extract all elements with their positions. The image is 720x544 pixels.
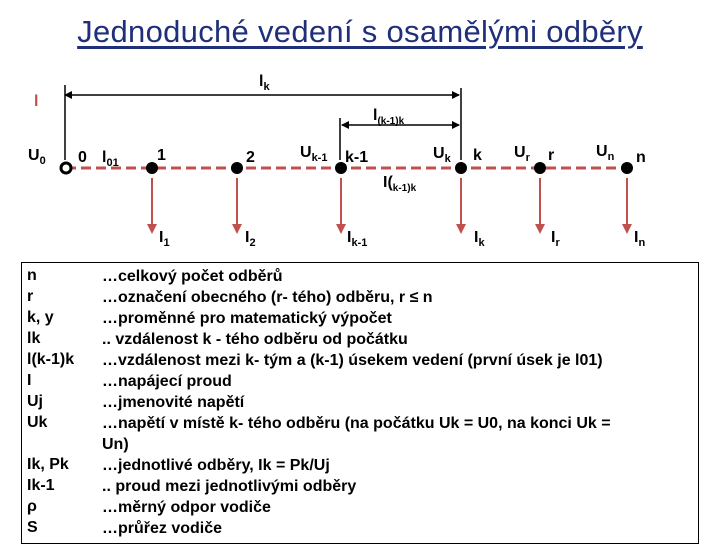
node-2	[231, 162, 243, 174]
legend-symbol: n	[27, 267, 37, 284]
legend-description: .. vzdálenost k - tého odběru od počátku	[102, 331, 408, 348]
legend-symbol: k, y	[27, 309, 54, 326]
legend-description: …jmenovité napětí	[102, 394, 245, 411]
legend-symbol: I	[27, 372, 32, 389]
legend-box	[21, 262, 699, 544]
legend-symbol: Ik-1	[27, 477, 55, 494]
legend-symbol: S	[27, 519, 38, 536]
label-un: $U_n$	[596, 143, 615, 163]
label-node-0: 0	[78, 149, 87, 166]
label-lk1: $l_{(k-1)k}$	[373, 107, 405, 127]
feeder-diagram	[0, 0, 720, 260]
label-uk: $U_k$	[433, 145, 451, 165]
label-u0: $U_0$	[28, 147, 46, 167]
label-uk1: $U_{k-1}$	[300, 144, 328, 164]
legend-symbol: ρ	[27, 498, 37, 515]
node-k	[455, 162, 467, 174]
legend-description: …celkový počet odběrů	[102, 268, 283, 285]
node-r	[534, 162, 546, 174]
label-node-k-1: k-1	[345, 149, 369, 166]
legend-description: …proměnné pro matematický výpočet	[102, 310, 392, 327]
node-n	[621, 162, 633, 174]
label-l01: $l_{01}$	[102, 149, 119, 169]
legend-description: .. proud mezi jednotlivými odběry	[102, 478, 357, 495]
label-lk: $l_k$	[259, 73, 270, 93]
legend-description: …napájecí proud	[102, 373, 232, 390]
legend-description: …průřez vodiče	[102, 520, 223, 537]
legend-symbol: r	[27, 288, 34, 305]
current-Ik: $I_k$	[474, 229, 485, 249]
label-ur: $U_r$	[514, 144, 530, 164]
legend-description: …vzdálenost mezi k- tým a (k-1) úsekem vedení (první úsek je l01)	[102, 352, 603, 369]
label-node-k: k	[473, 147, 482, 164]
legend-description: Un)	[102, 436, 129, 453]
label-ik1k: $I(_{k-1)k}$	[383, 174, 417, 194]
legend-symbol: Uj	[27, 393, 43, 410]
current-I2: $I_2$	[245, 229, 256, 249]
current-Ik-1: $I_{k-1}$	[347, 229, 368, 249]
legend-symbol: l(k-1)k	[27, 351, 75, 368]
legend-symbol: Ik, Pk	[27, 456, 69, 473]
legend-symbol: Uk	[27, 414, 48, 431]
legend-description: …jednotlivé odběry, Ik = Pk/Uj	[102, 457, 330, 474]
label-node-1: 1	[157, 147, 166, 164]
label-node-r: r	[548, 147, 555, 164]
legend-description: …napětí v místě k- tého odběru (na počátku Uk = U0, na konci Uk =	[102, 415, 611, 432]
current-Ir: $I_r$	[551, 229, 560, 249]
current-I1: $I_1$	[159, 229, 170, 249]
source-node	[61, 163, 71, 173]
legend-description: …označení obecného (r- tého) odběru, r ≤ n	[102, 289, 433, 306]
legend-description: …měrný odpor vodiče	[102, 499, 271, 516]
slide-title: Jednoduché vedení s osamělými odběry	[77, 14, 643, 49]
current-In: $I_n$	[634, 229, 646, 249]
label-l: l	[34, 93, 39, 110]
label-node-2: 2	[246, 149, 255, 166]
label-node-n: n	[636, 149, 646, 166]
legend-symbol: lk	[27, 330, 41, 347]
